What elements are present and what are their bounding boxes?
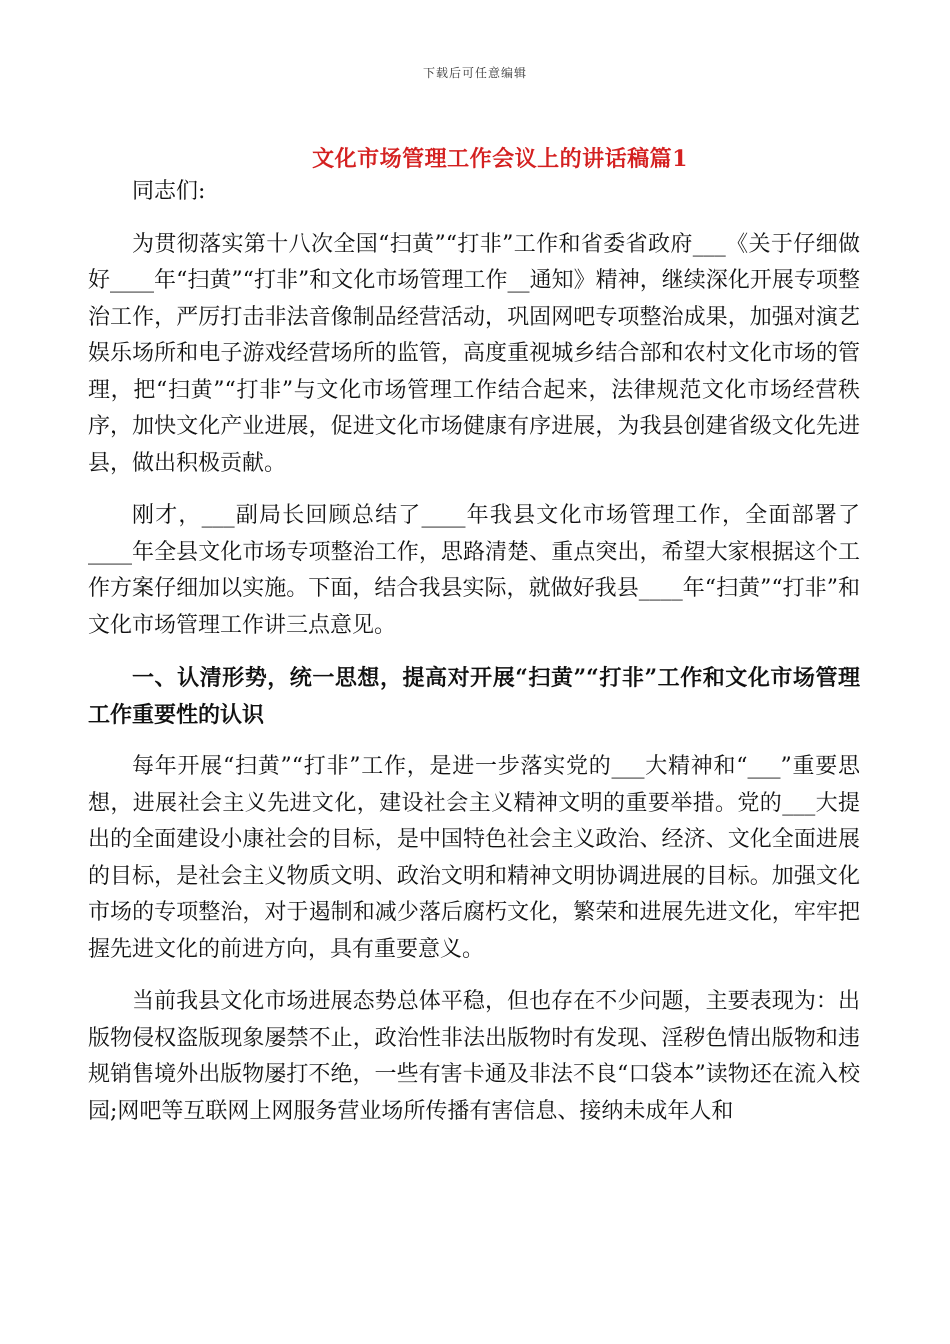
- paragraph-4: 当前我县文化市场进展态势总体平稳，但也存在不少问题，主要表现为：出版物侵权盗版现象屡禁不止，政治性非法出版物时有发现、淫秽色情出版物和违规销售境外出版物屡打不绝，一些有害卡通及非法不良“口袋本”读物还在流入校园;网吧等互联网上网服务营业场所传播有害信息、接纳未成年人和: [88, 989, 860, 1124]
- header-note: 下载后可任意编辑: [422, 66, 527, 80]
- section-heading-1: 一、认清形势，统一思想，提高对开展“扫黄”“打非”工作和文化市场管理工作重要性的认识: [88, 665, 860, 728]
- paragraph-1: 为贯彻落实第十八次全国“扫黄”“打非”工作和省委省政府___《关于仔细做好____年“扫黄”“打非”和文化市场管理工作__通知》精神，继续深化开展专项整治工作，严厉打击非法音像制品经营活动，巩固网吧专项整治成果，加强对演艺娱乐场所和电子游戏经营场所的监管，高度重视城乡结合部和农村文化市场的管理，把“扫黄”“打非”与文化市场管理工作结合起来，法律规范文化市场经营秩序，加快文化产业进展，促进文化市场健康有序进展，为我县创建省级文化先进县，做出积极贡献。: [88, 231, 860, 476]
- document-body: [88, 172, 860, 1146]
- paragraph-2: 刚才，___副局长回顾总结了____年我县文化市场管理工作，全面部署了____年全县文化市场专项整治工作，思路清楚、重点突出，希望大家根据这个工作方案仔细加以实施。下面，结合我县实际，就做好我县____年“扫黄”“打非”和文化市场管理工作讲三点意见。: [88, 503, 860, 638]
- paragraph-3: 每年开展“扫黄”“打非”工作，是进一步落实党的___大精神和“___”重要思想，进展社会主义先进文化，建设社会主义精神文明的重要举措。党的___大提出的全面建设小康社会的目标，是中国特色社会主义政治、经济、文化全面进展的目标，是社会主义物质文明、政治文明和精神文明协调进展的目标。加强文化市场的专项整治，对于遏制和减少落后腐朽文化，繁荣和进展先进文化，牢牢把握先进文化的前进方向，具有重要意义。: [88, 754, 860, 962]
- greeting: 同志们:: [132, 179, 206, 204]
- document-title: 文化市场管理工作会议上的讲话稿篇1: [312, 146, 688, 172]
